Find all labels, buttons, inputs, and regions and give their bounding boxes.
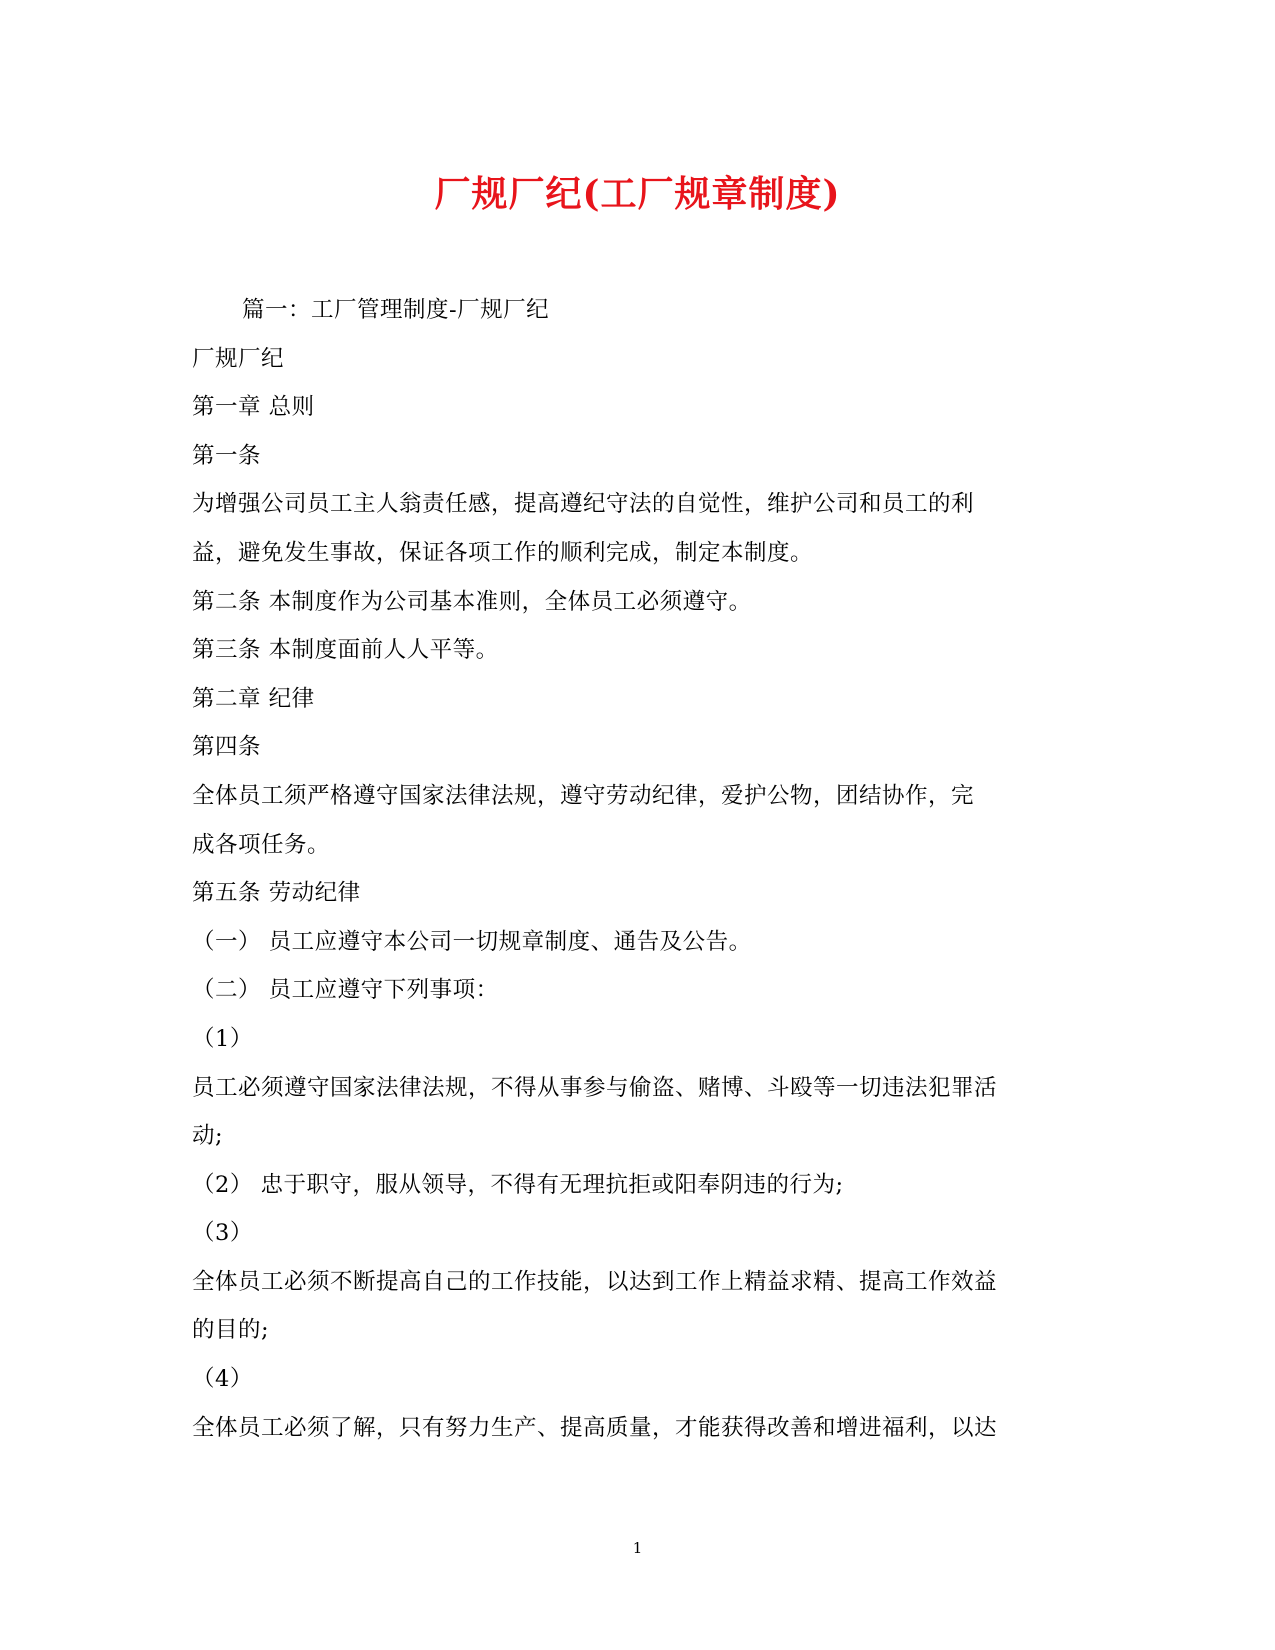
article-heading: 第一条 xyxy=(192,442,262,469)
text-line: 的目的; xyxy=(192,1317,270,1344)
article-heading: 第五条 劳动纪律 xyxy=(192,880,361,907)
article-heading: 第四条 xyxy=(192,734,262,761)
text-line: （二） 员工应遵守下列事项： xyxy=(192,977,499,1004)
page-number: 1 xyxy=(632,1539,643,1557)
text-line: 为增强公司员工主人翁责任感，提高遵纪守法的自觉性，维护公司和员工的利 xyxy=(192,491,975,518)
text-line: 成各项任务。 xyxy=(192,831,331,858)
text-line: 全体员工必须了解，只有努力生产、提高质量，才能获得改善和增进福利，以达 xyxy=(192,1414,998,1441)
text-line: 全体员工必须不断提高自己的工作技能，以达到工作上精益求精、提高工作效益 xyxy=(192,1268,998,1295)
text-line: （2） 忠于职守，服从领导，不得有无理抗拒或阳奉阴违的行为; xyxy=(192,1171,844,1198)
text-line: 全体员工须严格遵守国家法律法规，遵守劳动纪律，爱护公物，团结协作，完 xyxy=(192,782,975,809)
chapter-heading: 第二章 纪律 xyxy=(192,685,315,712)
text-line: 厂规厂纪 xyxy=(192,345,285,372)
text-line: 第二条 本制度作为公司基本准则，全体员工必须遵守。 xyxy=(192,588,752,615)
text-line: 动; xyxy=(192,1123,224,1150)
text-line: 第三条 本制度面前人人平等。 xyxy=(192,637,499,664)
list-marker: （1） xyxy=(192,1025,253,1052)
document-body xyxy=(192,286,1092,1452)
chapter-heading: 第一章 总则 xyxy=(192,394,315,421)
document-title: 厂规厂纪(工厂规章制度) xyxy=(434,173,841,215)
text-line: （一） 员工应遵守本公司一切规章制度、通告及公告。 xyxy=(192,928,752,955)
list-marker: （3） xyxy=(192,1220,253,1247)
section-heading: 篇一：工厂管理制度-厂规厂纪 xyxy=(242,297,550,323)
text-line: 益，避免发生事故，保证各项工作的顺利完成，制定本制度。 xyxy=(192,539,814,566)
list-marker: （4） xyxy=(192,1366,253,1393)
text-line: 员工必须遵守国家法律法规，不得从事参与偷盗、赌博、斗殴等一切违法犯罪活 xyxy=(192,1074,998,1101)
